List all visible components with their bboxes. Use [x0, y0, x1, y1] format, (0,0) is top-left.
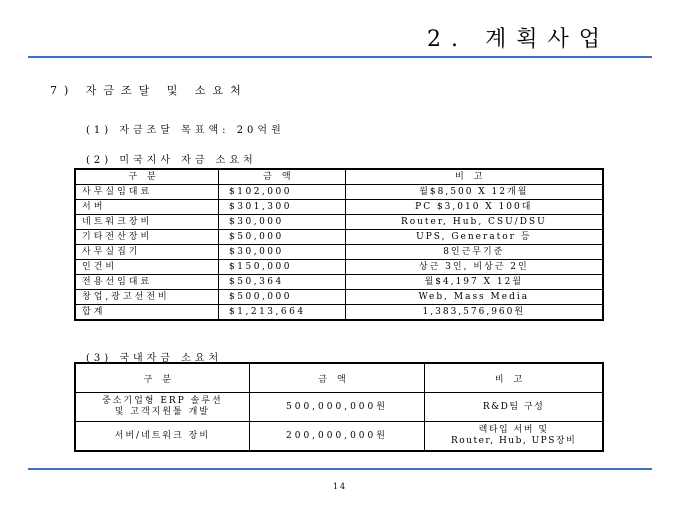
table-row [75, 275, 603, 290]
amount-cell: $50,364 [219, 275, 346, 290]
category-cell: 사무실임대료 [75, 185, 219, 200]
column-header: 비고 [425, 363, 603, 393]
domestic-heading: (3) 국내자금 소요처 [86, 353, 223, 364]
section-heading: 7) 자금조달 및 소요처 [50, 84, 248, 97]
category-cell: 인건비 [75, 260, 219, 275]
us-branch-table [74, 168, 604, 321]
page-number: 14 [332, 482, 348, 491]
amount-cell: 200,000,000원 [249, 422, 425, 452]
table-row [75, 245, 603, 260]
column-header: 비고 [345, 169, 603, 185]
table-row [75, 290, 603, 305]
amount-cell: $30,000 [219, 245, 346, 260]
category-line: 중소기업형 ERP 솔루션 [102, 396, 223, 406]
total-row [75, 305, 603, 321]
note-cell: 월$4,197 X 12월 [345, 275, 603, 290]
category-cell: 네트워크장비 [75, 215, 219, 230]
category-line: 및 고객지원툴 개발 [114, 407, 210, 417]
note-cell: Web, Mass Media [345, 290, 603, 305]
note-cell: 8인근무기준 [345, 245, 603, 260]
table-row [75, 260, 603, 275]
header-divider [28, 56, 652, 58]
column-header: 구분 [75, 363, 249, 393]
amount-cell: $50,000 [219, 230, 346, 245]
amount-cell: 500,000,000원 [249, 393, 425, 422]
category-cell: 서버 [75, 200, 219, 215]
category-cell: 창업,광고선전비 [75, 290, 219, 305]
note-cell [425, 393, 603, 422]
category-cell: 기타전산장비 [75, 230, 219, 245]
table-row [75, 230, 603, 245]
column-header: 금액 [219, 169, 346, 185]
table-row [75, 393, 603, 422]
total-label: 합계 [75, 305, 219, 321]
category-line: 서버/네트워크 장비 [114, 430, 211, 441]
amount-cell: $301,300 [219, 200, 346, 215]
table-row [75, 422, 603, 452]
table-row [75, 200, 603, 215]
note-cell: PC $3,010 X 100대 [345, 200, 603, 215]
category-cell: 전용선임대료 [75, 275, 219, 290]
note-line: Router, Hub, UPS장비 [450, 436, 577, 446]
amount-cell: $150,000 [219, 260, 346, 275]
footer-divider [28, 468, 652, 470]
amount-cell: $102,000 [219, 185, 346, 200]
note-cell: 상근 3인, 비상근 2인 [345, 260, 603, 275]
us-branch-heading: (2) 미국지사 자금 소요처 [86, 155, 257, 166]
note-cell: UPS, Generator 등 [345, 230, 603, 245]
note-line: 렉타입 서버 및 [478, 425, 549, 435]
funding-target: (1) 자금조달 목표액: 20억원 [86, 125, 285, 136]
category-cell [75, 393, 249, 422]
amount-cell: $30,000 [219, 215, 346, 230]
category-cell [75, 422, 249, 452]
amount-cell: $500,000 [219, 290, 346, 305]
total-amount: $1,213,664 [219, 305, 346, 321]
page-title: 2. 계획사업 [427, 27, 610, 52]
table-header-row [75, 363, 603, 393]
table-row [75, 185, 603, 200]
column-header: 구분 [75, 169, 219, 185]
domestic-table [74, 362, 604, 452]
category-cell: 사무실집기 [75, 245, 219, 260]
note-cell: 월$8,500 X 12개월 [345, 185, 603, 200]
table-header-row [75, 169, 603, 185]
note-line: R&D팀 구성 [482, 401, 545, 412]
note-cell [425, 422, 603, 452]
table-row [75, 215, 603, 230]
total-note: 1,383,576,960원 [345, 305, 603, 321]
note-cell: Router, Hub, CSU/DSU [345, 215, 603, 230]
column-header: 금액 [249, 363, 425, 393]
